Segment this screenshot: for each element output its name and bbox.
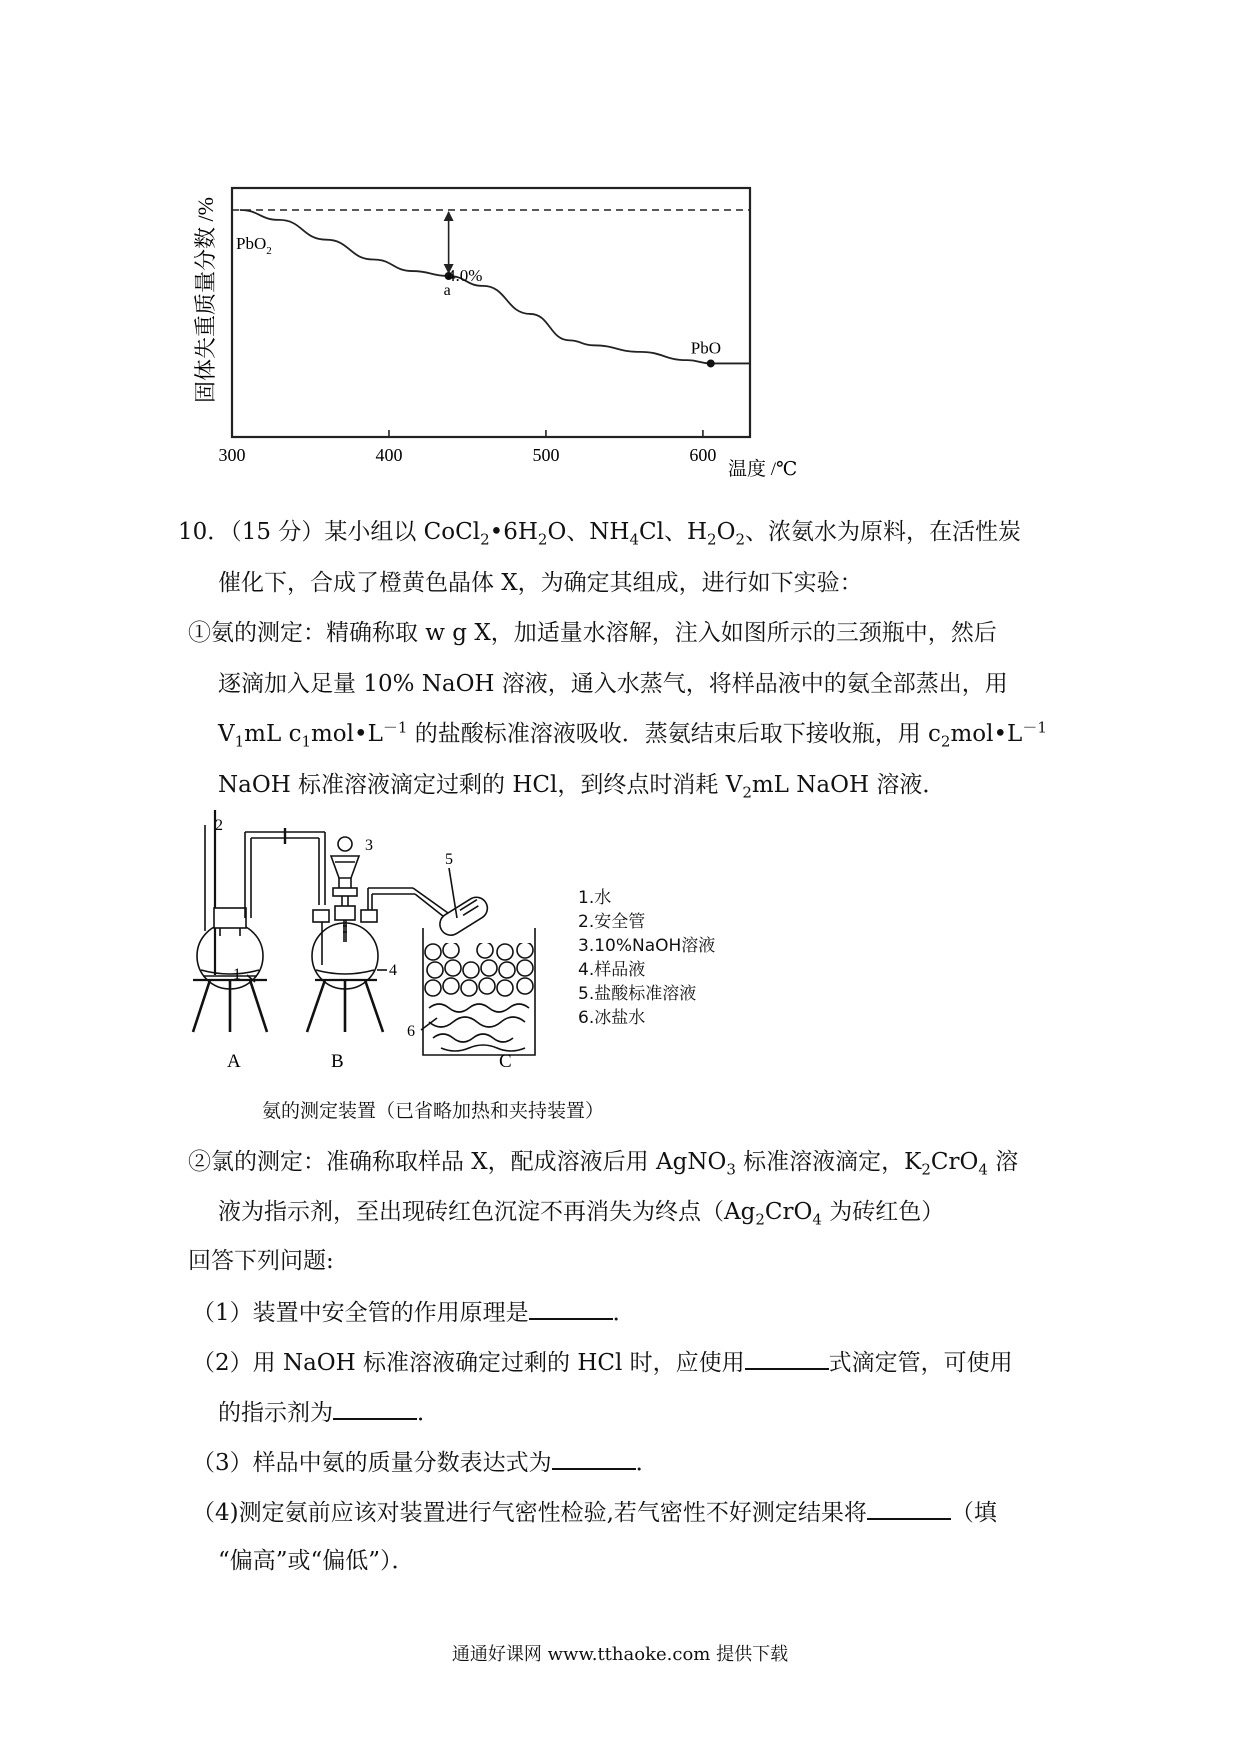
apparatus-legend bbox=[578, 886, 715, 1030]
question-2-line1: （2）用 NaOH 标准溶液确定过剩的 HCl 时，应使用 式滴定管，可使用 bbox=[192, 1346, 1013, 1378]
beaker-c bbox=[421, 868, 535, 1055]
mass-loss-chart bbox=[180, 170, 820, 500]
part-number-6: 6 bbox=[407, 1023, 415, 1040]
part-number-2: 2 bbox=[215, 817, 223, 834]
step2-line2: 液为指示剂，至出现砖红色沉淀不再消失为终点（$Ag_2CrO_4$ 为砖红色） bbox=[218, 1199, 945, 1229]
question-4-line2: “偏高”或“偏低”）． bbox=[218, 1548, 415, 1574]
point-a-label: a bbox=[443, 282, 451, 299]
question-1: （1）装置中安全管的作用原理是 ． bbox=[192, 1296, 636, 1328]
answer-blank-2a[interactable] bbox=[745, 1346, 829, 1370]
question-3: （3）样品中氨的质量分数表达式为 ． bbox=[192, 1446, 659, 1478]
legend-item: 3.10%NaOH溶液 bbox=[578, 936, 716, 956]
pbo-point-marker bbox=[707, 359, 715, 367]
step1-line2: 逐滴加入足量 10% NaOH 溶液，通入水蒸气，将样品液中的氨全部蒸出，用 bbox=[218, 671, 1008, 697]
legend-item: 2.安全管 bbox=[578, 912, 646, 932]
legend-item: 6.冰盐水 bbox=[578, 1008, 646, 1028]
gap-arrow bbox=[444, 211, 454, 274]
legend-item: 5.盐酸标准溶液 bbox=[578, 984, 697, 1004]
question-header: 10．（15 分）某小组以 $CoCl_2•6H_2O$、$NH_4Cl$、$H_2O_2$、浓氨水为原料，在活性炭 bbox=[178, 519, 1021, 549]
part-number-4: 4 bbox=[389, 962, 397, 979]
answer-intro: 回答下列问题: bbox=[188, 1248, 334, 1274]
pbo2-label: PbO$_2$ bbox=[236, 234, 272, 257]
legend-item: 1.水 bbox=[578, 888, 612, 908]
part-number-1: 1 bbox=[233, 966, 241, 983]
part-number-5: 5 bbox=[445, 851, 453, 868]
question-2-line2: 的指示剂为 ． bbox=[218, 1396, 440, 1428]
answer-blank-2b[interactable] bbox=[333, 1396, 417, 1420]
step1-line3: $V_1mL$ $c_1mol•L^{-1}$ 的盐酸标准溶液吸收．蒸氨结束后取下接收瓶，用 $c_2mol•L^{-1}$ bbox=[218, 718, 1047, 751]
legend-item: 4.样品液 bbox=[578, 960, 646, 980]
y-axis-label: 固体失重质量分数 /% bbox=[193, 197, 218, 403]
x-tick-label: 300 bbox=[218, 445, 246, 465]
mass-loss-curve bbox=[240, 210, 750, 363]
gap-label: 4.0% bbox=[447, 266, 483, 285]
step2-line1: ②氯的测定：准确称取样品 X，配成溶液后用 AgNO$_3$ 标准溶液滴定，$K_2CrO_4$ 溶 bbox=[188, 1149, 1019, 1179]
answer-blank-1[interactable] bbox=[529, 1296, 613, 1320]
apparatus-caption: 氨的测定装置（已省略加热和夹持装置） bbox=[262, 1100, 605, 1122]
x-tick-label: 400 bbox=[375, 445, 403, 465]
question-header-line2: 催化下，合成了橙黄色晶体 X，为确定其组成，进行如下实验： bbox=[218, 570, 863, 596]
pbo-label: PbO bbox=[690, 338, 721, 358]
step1-line4: NaOH 标准溶液滴定过剩的 HCl，到终点时消耗 $V_2mL$ NaOH 溶液． bbox=[218, 772, 946, 802]
part-number-3: 3 bbox=[365, 837, 373, 854]
x-tick-label: 600 bbox=[689, 445, 717, 465]
arrow-head-up bbox=[444, 211, 454, 221]
apparatus-label-c: C bbox=[499, 1051, 512, 1070]
chart-plot-frame bbox=[232, 188, 750, 437]
step1-line1: ①氨的测定：精确称取 w g X，加适量水溶解，注入如图所示的三颈瓶中，然后 bbox=[188, 620, 997, 646]
x-axis-label: 温度 /℃ bbox=[728, 459, 798, 480]
page-footer: 通通好课网 www.tthaoke.com 提供下载 bbox=[451, 1644, 789, 1665]
question-4-line1: （4)测定氨前应该对装置进行气密性检验,若气密性不好测定结果将 （填 bbox=[192, 1496, 997, 1528]
flask-a bbox=[193, 810, 325, 1032]
apparatus-label-b: B bbox=[331, 1051, 344, 1070]
answer-blank-3[interactable] bbox=[552, 1446, 636, 1470]
apparatus-label-a: A bbox=[227, 1051, 241, 1070]
answer-blank-4[interactable] bbox=[867, 1496, 951, 1520]
x-tick-label: 500 bbox=[532, 445, 560, 465]
flask-b bbox=[307, 832, 455, 1032]
